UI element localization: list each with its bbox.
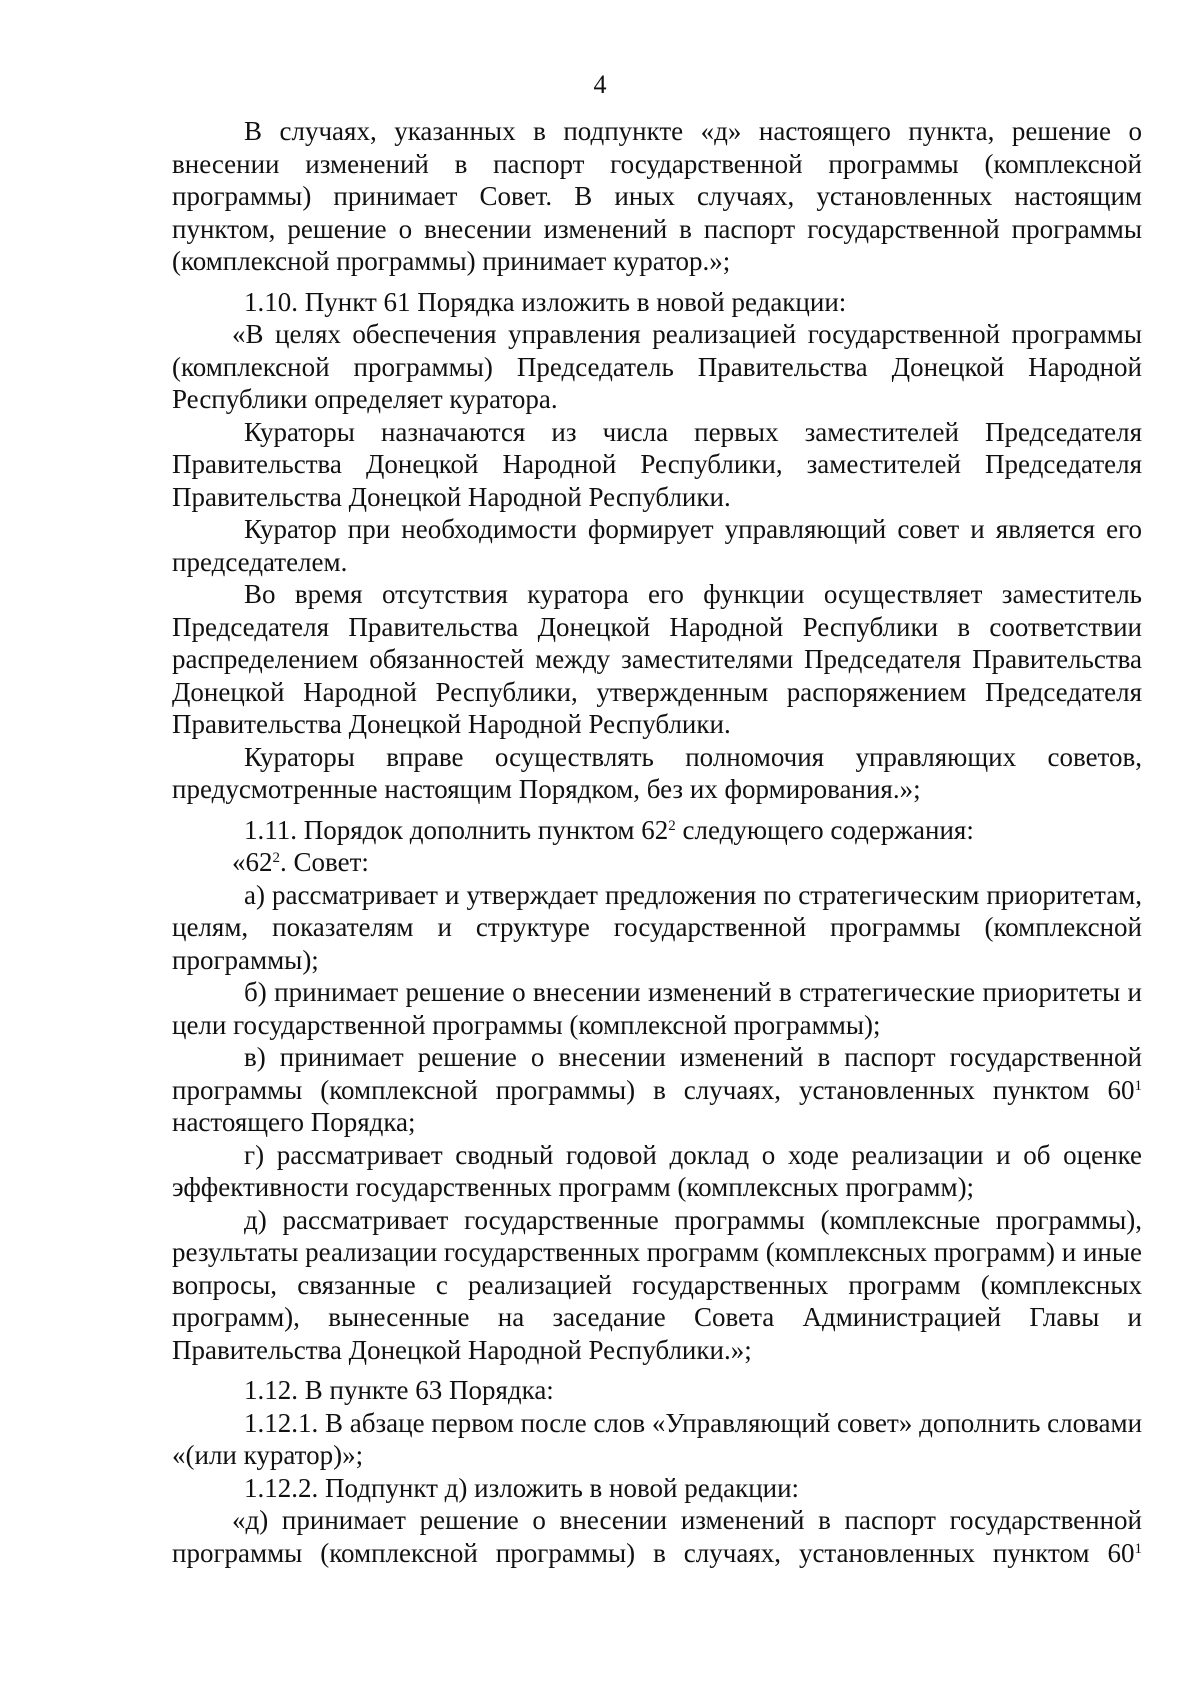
paragraph-text: . Совет: xyxy=(280,847,369,877)
superscript: 2 xyxy=(668,817,676,834)
paragraph: Во время отсутствия куратора его функции осуществляет заместитель Председателя Правительства Донецкой Народной Республики в соответствии распределением обязанностей между заместителями Председателя Правительства Донецкой Народной Республики, утвержденным распоряжением Председателя Правительства Донецкой Народной Республики. xyxy=(172,579,1142,739)
superscript: 2 xyxy=(272,850,280,866)
paragraph xyxy=(172,1041,1142,1139)
paragraph: 1.12.1. В абзаце первом после слов «Управляющий совет» дополнить словами «(или куратор)»; xyxy=(172,1407,1143,1470)
superscript: 1 xyxy=(1134,1540,1142,1557)
paragraph xyxy=(172,814,1142,847)
superscript: 1 xyxy=(1134,1077,1142,1094)
paragraph: 1.10. Пункт 61 Порядка изложить в новой редакции: xyxy=(244,286,847,317)
paragraph-text: 1.11. Порядок дополнить пунктом 62 xyxy=(244,814,669,845)
paragraph-text: «д) принимает решение о внесении изменений в паспорт государственной программы (комплексной программы) в случаях, установленных пунктом 60 xyxy=(172,1505,1142,1568)
document-body xyxy=(172,115,1142,1569)
paragraph: г) рассматривает сводный годовой доклад о ходе реализации и об оценке эффективности государственных программ (комплексных программ); xyxy=(172,1139,1142,1202)
paragraph: 1.12. В пункте 63 Порядка: xyxy=(244,1375,554,1405)
paragraph: 1.12.2. Подпункт д) изложить в новой редакции: xyxy=(244,1472,800,1503)
paragraph: Куратор при необходимости формирует управляющий совет и является его председателем. xyxy=(172,514,1142,577)
paragraph-text: «62 xyxy=(232,847,273,877)
page-number: 4 xyxy=(593,70,607,99)
paragraph xyxy=(172,846,1142,879)
paragraph-text: следующего содержания: xyxy=(675,814,974,845)
paragraph: В случаях, указанных в подпункте «д» настоящего пункта, решение о внесении изменений в паспорт государственной программы (комплексной программы) принимает Совет. В иных случаях, установленных настоящим пунктом, решение о внесении изменений в паспорт государственной программы (комплексной программы) принимает куратор.»; xyxy=(172,116,1142,276)
paragraph xyxy=(172,1504,1142,1569)
paragraph: д) рассматривает государственные программы (комплексные программы), результаты реализации государственных программ (комплексных программ) и иные вопросы, связанные с реализацией государственных программ (комплексных программ), вынесенные на заседание Совета Администрацией Главы и Правительства Донецкой Народной Республики.»; xyxy=(172,1204,1142,1365)
paragraph: Кураторы назначаются из числа первых заместителей Председателя Правительства Донецкой Народной Республики, заместителей Председателя Правительства Донецкой Народной Республики. xyxy=(172,416,1142,512)
paragraph-text: настоящего Порядка; xyxy=(172,1107,416,1137)
paragraph: Кураторы вправе осуществлять полномочия управляющих советов, предусмотренные настоящим Порядком, без их формирования.»; xyxy=(172,741,1142,804)
paragraph: «В целях обеспечения управления реализацией государственной программы (комплексной программы) Председатель Правительства Донецкой Народной Республики определяет куратора. xyxy=(172,319,1142,414)
paragraph-text: в) принимает решение о внесении изменений в паспорт государственной программы (комплексной программы) в случаях, установленных пунктом 60 xyxy=(172,1042,1142,1105)
paragraph: б) принимает решение о внесении изменений в стратегические приоритеты и цели государственной программы (комплексной программы); xyxy=(172,977,1142,1040)
paragraph: а) рассматривает и утверждает предложения по стратегическим приоритетам, целям, показателям и структуре государственной программы (комплексной программы); xyxy=(172,879,1142,975)
